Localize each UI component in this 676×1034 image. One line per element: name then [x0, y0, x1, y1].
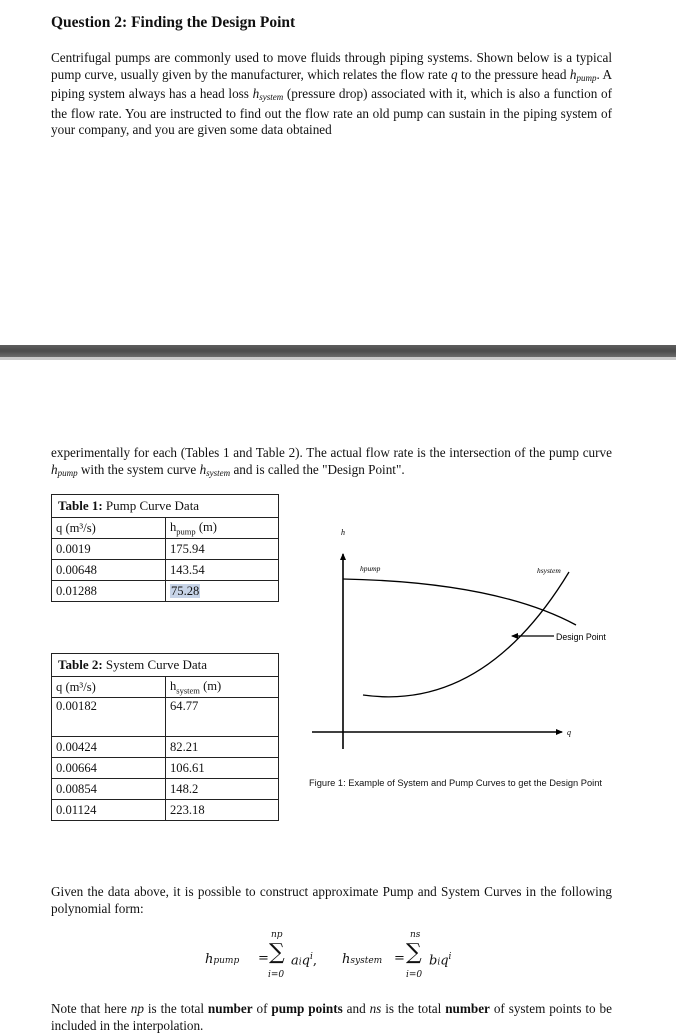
intro-paragraph: Centrifugal pumps are commonly used to move fluids through piping systems. Shown below is a typical pump curve, usually given by the manufacturer, which relates the flow rate q to the pressure head $h_{pump}$. A piping system always has a head loss $h_{system}$ (pressure drop) associated with it, which is also a function of the flow rate. You are instructed to find out the flow rate an old pump can sustain in the piping system of your company, and you are given some data obtained [51, 50, 612, 138]
table-row: 0.01124 223.18 [52, 800, 279, 821]
table1-col-q: q (m³/s) [52, 518, 166, 539]
table-row: 0.0019 175.94 [52, 539, 279, 560]
pump-curve-table [51, 494, 279, 602]
table-row: 0.00648 143.54 [52, 560, 279, 581]
table1-caption: Table 1: Pump Curve Data [52, 495, 279, 518]
given-paragraph: Given the data above, it is possible to construct approximate Pump and System Curves in the following polynomial form: [51, 884, 612, 916]
page-title: Question 2: Finding the Design Point [51, 14, 296, 31]
table2-caption: Table 2: System Curve Data [52, 654, 279, 677]
table-row: 0.00182 64.77 [52, 698, 279, 737]
table2-col-h: $h_{system}$ (m) [166, 677, 279, 698]
page-break-divider [0, 345, 676, 357]
table-header-row [52, 677, 279, 698]
system-curve-table [51, 653, 279, 821]
table1-col-h: $h_{pump}$ (m) [166, 518, 279, 539]
system-curve-label: hsystem [537, 566, 561, 575]
design-point-label: Design Point [556, 632, 606, 642]
table-header-row [52, 518, 279, 539]
note-paragraph: Note that here np is the total number of pump points and ns is the total number of system points to be included in the interpolation. [51, 1001, 612, 1033]
continuation-paragraph: experimentally for each (Tables 1 and Table 2). The actual flow rate is the intersection of the pump curve $h_{pump}$ with the system curve $h_{system}$ and is called the "Design Point". [51, 445, 612, 478]
table-row: 0.00664 106.61 [52, 758, 279, 779]
table-row: 0.00854 148.2 [52, 779, 279, 800]
polynomial-formula: hpump = np ∑ i=0 aiq$^i$, hsystem = ns ∑ i=0 biq$^i$ [205, 930, 452, 980]
figure-caption: Figure 1: Example of System and Pump Curves to get the Design Point [309, 778, 602, 788]
table-row: 0.00424 82.21 [52, 737, 279, 758]
pump-curve [343, 579, 576, 625]
y-axis-label: h [341, 528, 345, 537]
table2-col-q: q (m³/s) [52, 677, 166, 698]
design-point-figure [306, 512, 646, 772]
design-point-chart [306, 512, 646, 772]
x-axis-label: q [567, 728, 571, 737]
system-curve [363, 572, 569, 697]
table-row: 0.01288 75.28 [52, 581, 279, 602]
highlighted-value[interactable]: 75.28 [171, 583, 200, 598]
pump-curve-label: hpump [360, 564, 381, 573]
